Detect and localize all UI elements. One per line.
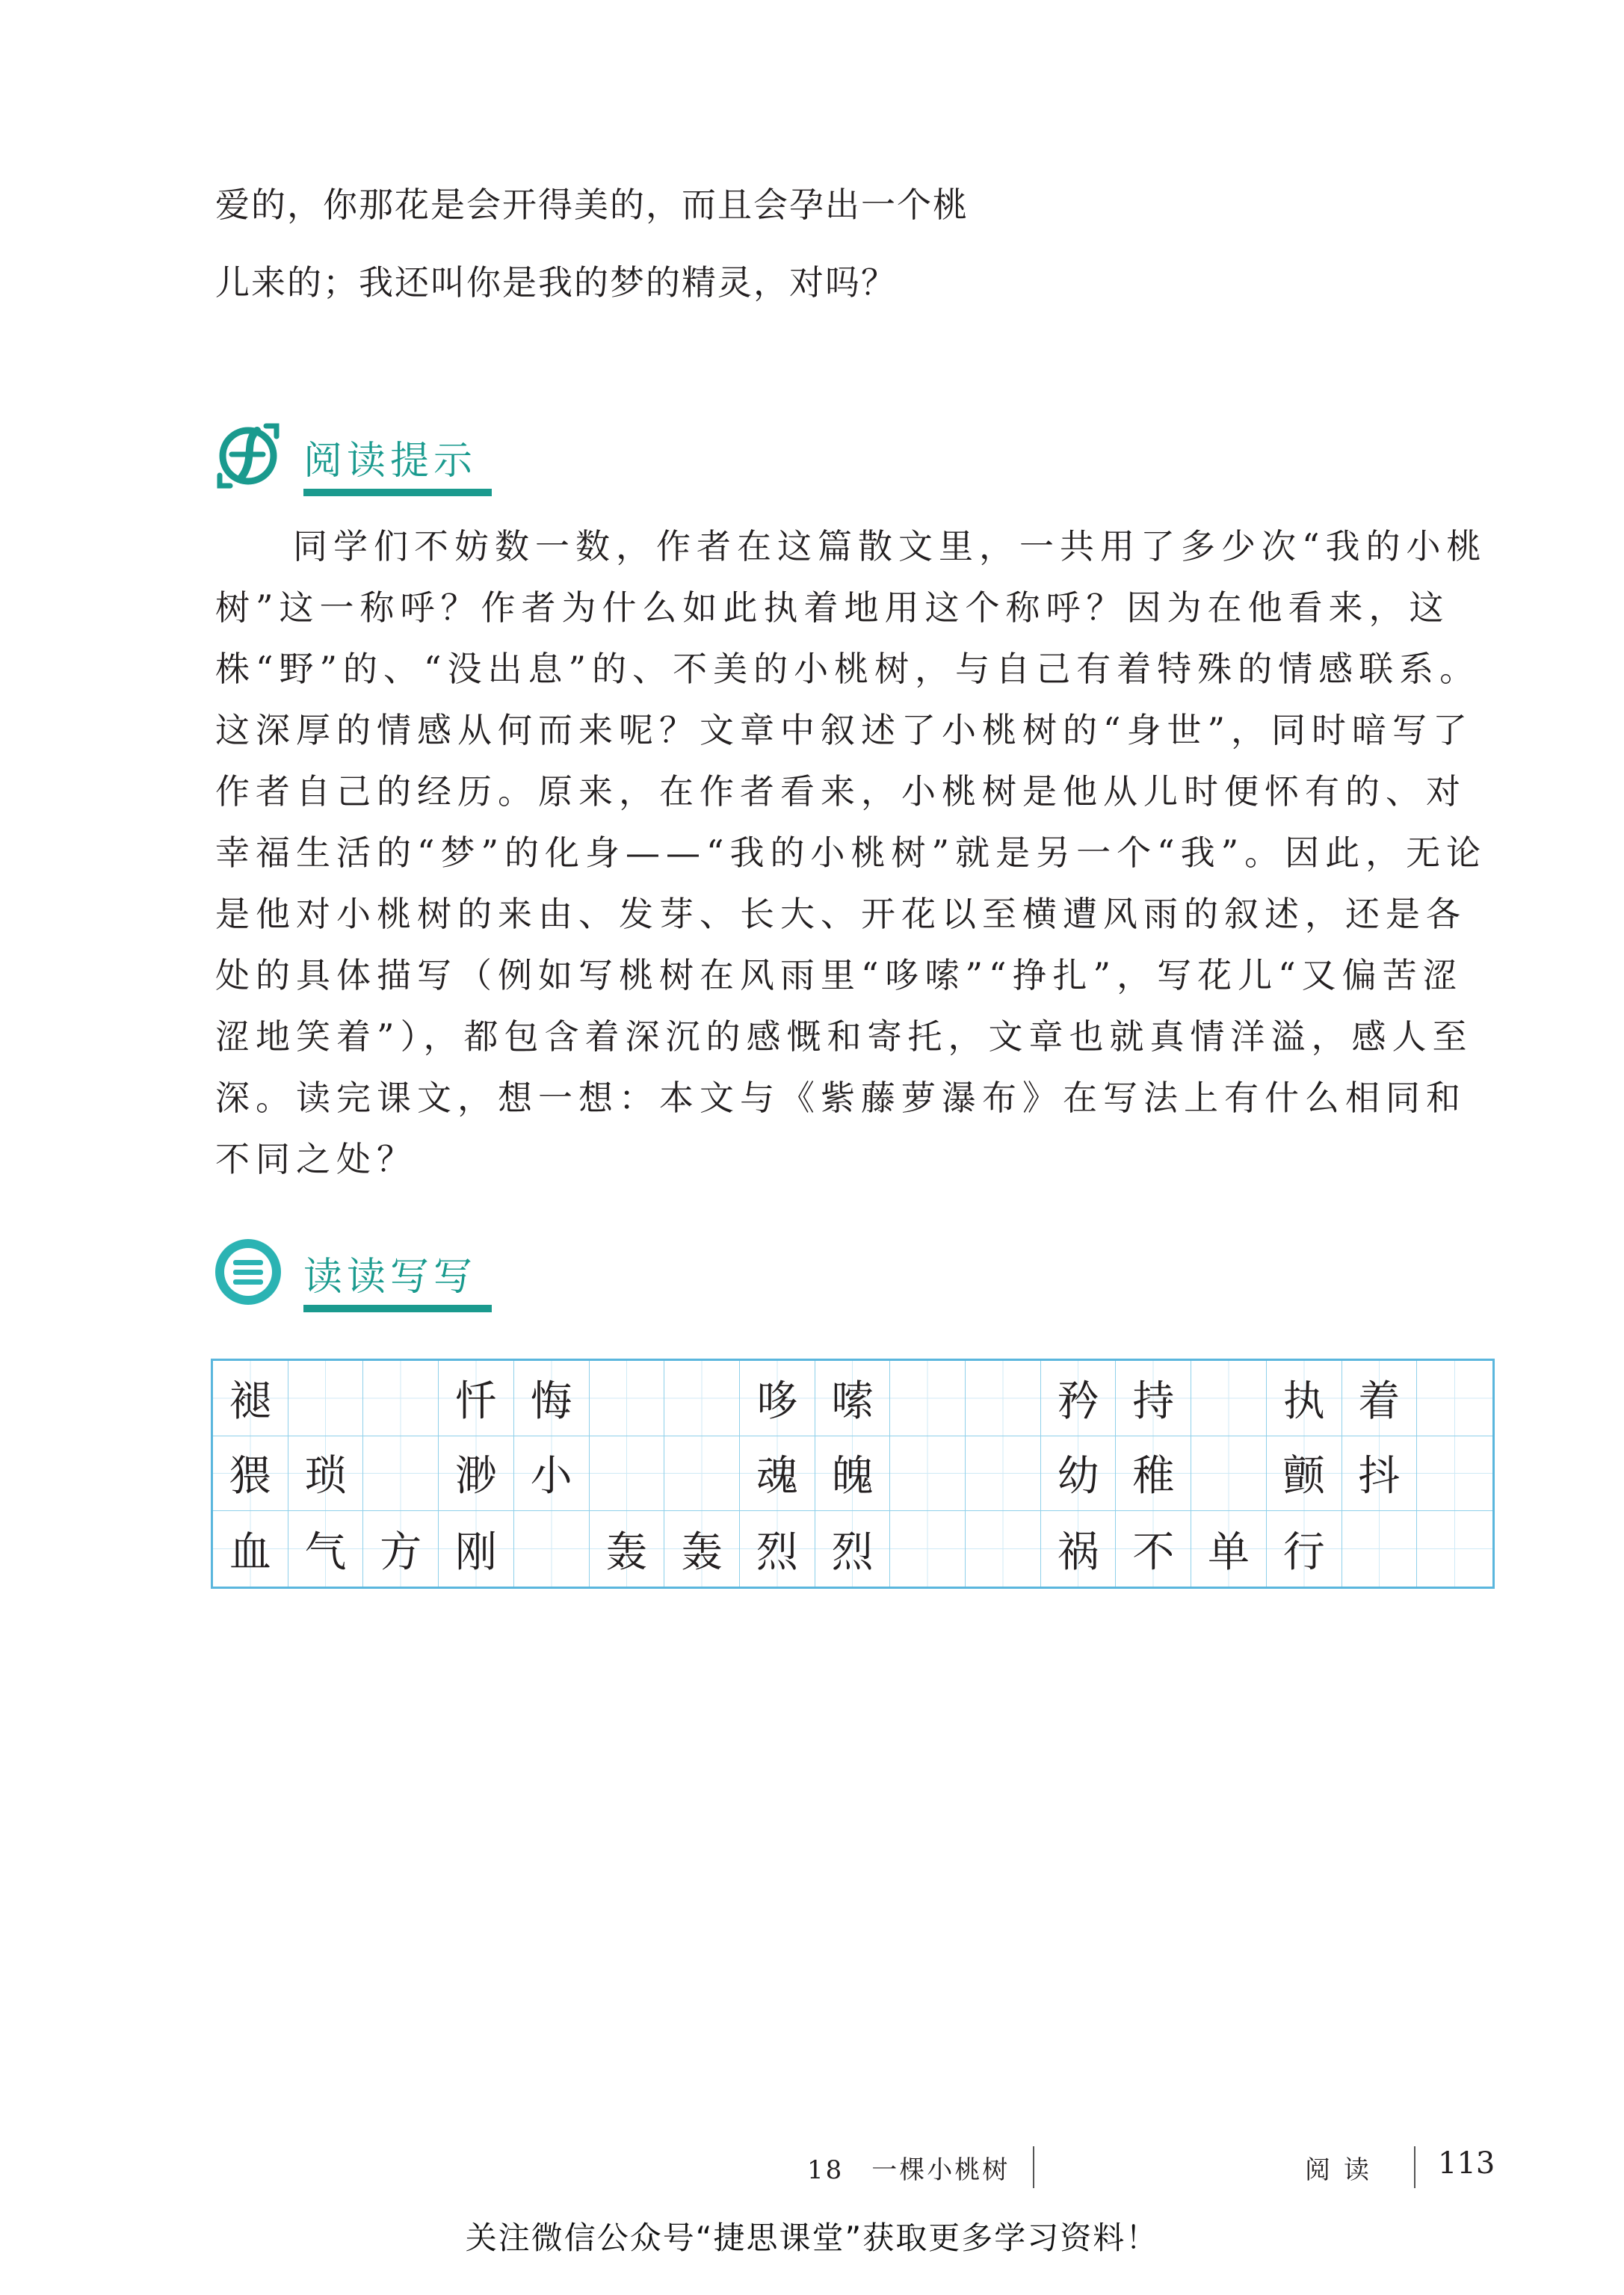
grid-cell: 幼: [1041, 1436, 1117, 1512]
grid-cell: [514, 1511, 590, 1587]
grid-cell: 不: [1116, 1511, 1191, 1587]
grid-cell: [590, 1361, 665, 1436]
footer-section: 阅读: [1305, 2155, 1383, 2185]
grid-cell: [1342, 1511, 1418, 1587]
grid-cell: 琐: [288, 1436, 364, 1512]
grid-cell: 哆: [740, 1361, 815, 1436]
grid-cell: 执: [1267, 1361, 1342, 1436]
grid-cell: [966, 1361, 1041, 1436]
grid-cell: 抖: [1342, 1436, 1418, 1512]
page-number: 113: [1438, 2146, 1495, 2181]
title-underline: [303, 489, 492, 496]
grid-cell: 单: [1191, 1511, 1267, 1587]
footer-divider: [1414, 2146, 1415, 2188]
grid-cell: 持: [1116, 1361, 1191, 1436]
opening-line: 儿来的；我还叫你是我的梦的精灵，对吗？: [215, 262, 897, 303]
grid-cell: [590, 1436, 665, 1512]
grid-cell: 着: [1342, 1361, 1418, 1436]
grid-cell: 稚: [1116, 1436, 1191, 1512]
reading-tips-icon: [211, 418, 285, 493]
opening-paragraph: [215, 166, 1262, 321]
grid-cell: 魄: [815, 1436, 891, 1512]
grid-cell: [966, 1511, 1041, 1587]
grid-cell: 小: [514, 1436, 590, 1512]
title-underline: [303, 1305, 492, 1312]
vocabulary-grid: [211, 1359, 1495, 1589]
grid-cell: [890, 1436, 966, 1512]
grid-cell: 血: [213, 1511, 288, 1587]
read-write-heading: [211, 1235, 599, 1324]
grid-cell: [890, 1361, 966, 1436]
grid-cell: [664, 1436, 740, 1512]
grid-cell: [1417, 1361, 1492, 1436]
grid-cell: 嗦: [815, 1361, 891, 1436]
grid-cell: [288, 1361, 364, 1436]
footer-divider: [1033, 2146, 1034, 2188]
grid-cell: 悔: [514, 1361, 590, 1436]
grid-cell: 烈: [740, 1511, 815, 1587]
grid-cell: [966, 1436, 1041, 1512]
footer-chapter: 18 一棵小桃树: [807, 2155, 1010, 2185]
grid-cell: 猥: [213, 1436, 288, 1512]
grid-cell: 颤: [1267, 1436, 1342, 1512]
grid-cell: 轰: [664, 1511, 740, 1587]
grid-cell: 祸: [1041, 1511, 1117, 1587]
grid-cell: [1191, 1361, 1267, 1436]
grid-cell: [664, 1361, 740, 1436]
tips-paragraph: 同学们不妨数一数，作者在这篇散文里，一共用了多少次“我的小桃树”这一称呼？作者为什么如此执着地用这个称呼？因为在他看来，这株“野”的、“没出息”的、不美的小桃树，与自己有着特殊的情感联系。这深厚的情感从何而来呢？文章中叙述了小桃树的“身世”，同时暗写了作者自己的经历。原来，在作者看来，小桃树是他从儿时便怀有的、对幸福生活的“梦”的化身——“我的小桃树”就是另一个“我”。因此，无论是他对小桃树的来由、发芽、长大、开花以至横遭风雨的叙述，还是各处的具体描写（例如写桃树在风雨里“哆嗦”“挣扎”，写花儿“又偏苦涩涩地笑着”），都包含着深沉的感慨和寄托，文章也就真情洋溢，感人至深。读完课文，想一想：本文与《紫藤萝瀑布》在写法上有什么相同和不同之处？: [215, 526, 1487, 1179]
footer-notice: 关注微信公众号“捷思课堂”获取更多学习资料！: [465, 2220, 1159, 2256]
grid-cell: [1417, 1436, 1492, 1512]
read-write-icon: [211, 1235, 285, 1309]
grid-cell: 渺: [439, 1436, 514, 1512]
grid-cell: 魂: [740, 1436, 815, 1512]
section-title: 阅读提示: [303, 439, 478, 484]
grid-cell: 刚: [439, 1511, 514, 1587]
grid-cell: 行: [1267, 1511, 1342, 1587]
grid-cell: 褪: [213, 1361, 288, 1436]
grid-cell: 矜: [1041, 1361, 1117, 1436]
grid-cell: 烈: [815, 1511, 891, 1587]
grid-cell: 方: [363, 1511, 439, 1587]
grid-cell: 忏: [439, 1361, 514, 1436]
grid-cell: [1191, 1436, 1267, 1512]
reading-tips-heading: [211, 418, 599, 508]
section-title: 读读写写: [303, 1255, 478, 1300]
opening-line: 爱的，你那花是会开得美的，而且会孕出一个桃: [215, 185, 969, 225]
grid-cell: [1417, 1511, 1492, 1587]
grid-cell: 气: [288, 1511, 364, 1587]
grid-cell: [363, 1436, 439, 1512]
grid-cell: 轰: [590, 1511, 665, 1587]
reading-tips-body: [215, 516, 1501, 1190]
grid-cell: [890, 1511, 966, 1587]
grid-cell: [363, 1361, 439, 1436]
